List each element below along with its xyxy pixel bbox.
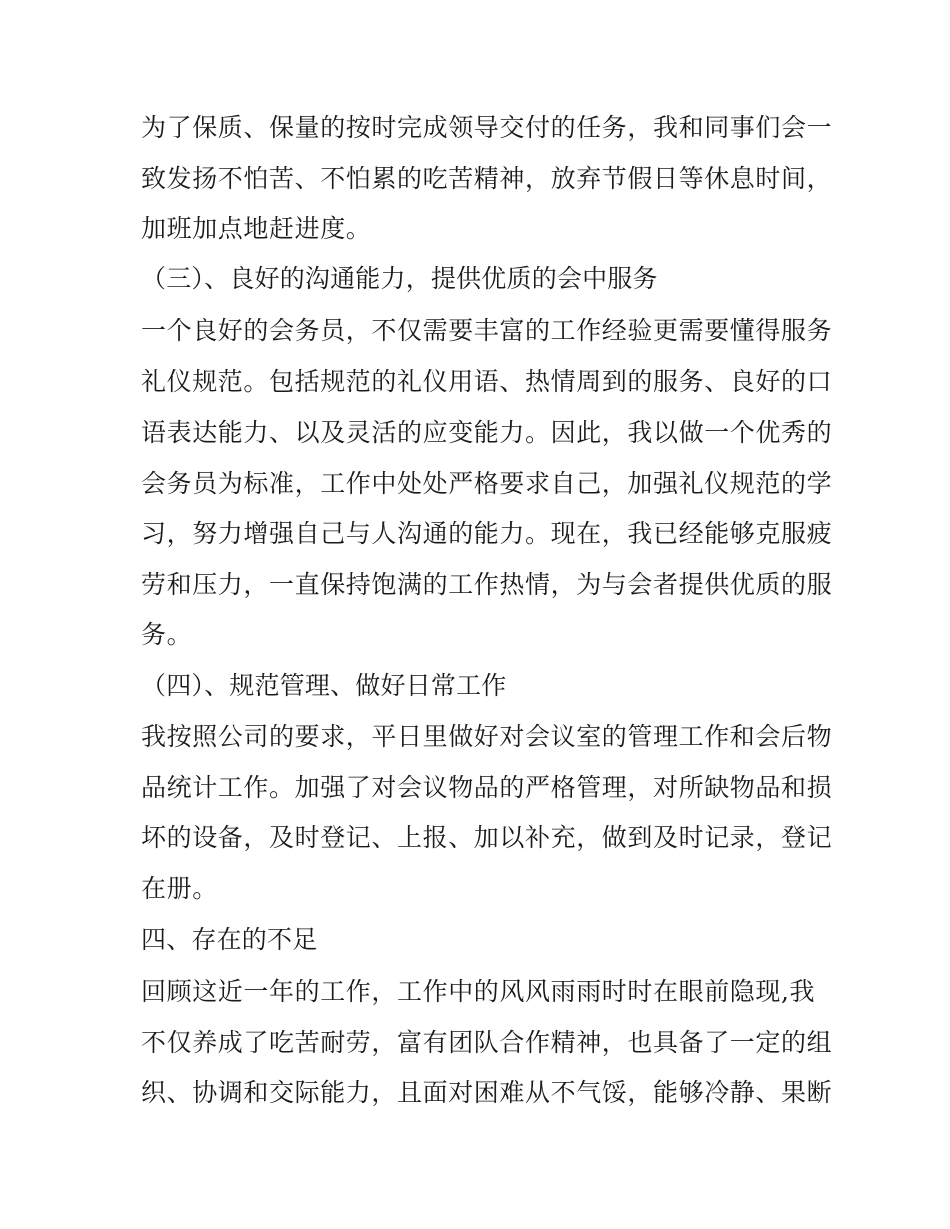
paragraph-2-line-1: 一个良好的会务员，不仅需要丰富的工作经验更需要懂得服务: [141, 316, 833, 345]
paragraph-2-line-6: 劳和压力，一直保持饱满的工作热情，为与会者提供优质的服: [141, 570, 833, 599]
paragraph-4-line-1: 回顾这近一年的工作，工作中的风风雨雨时时在眼前隐现,我: [141, 977, 816, 1006]
paragraph-4-line-2: 不仅养成了吃苦耐劳，富有团队合作精神，也具备了一定的组: [141, 1028, 833, 1057]
section-heading-four: （四）、规范管理、做好日常工作: [141, 671, 507, 700]
paragraph-2-line-4: 会务员为标准，工作中处处严格要求自己，加强礼仪规范的学: [141, 469, 833, 498]
paragraph-2-line-2: 礼仪规范。包括规范的礼仪用语、热情周到的服务、良好的口: [141, 367, 833, 396]
paragraph-1-line-2: 致发扬不怕苦、不怕累的吃苦精神，放弃节假日等休息时间，: [141, 164, 833, 193]
paragraph-3-line-3: 坏的设备，及时登记、上报、加以补充，做到及时记录，登记: [141, 823, 833, 852]
paragraph-1-line-3: 加班加点地赶进度。: [141, 214, 372, 243]
paragraph-2-line-7: 务。: [141, 620, 193, 649]
paragraph-1-line-1: 为了保质、保量的按时完成领导交付的任务，我和同事们会一: [141, 113, 833, 142]
paragraph-3-line-4: 在册。: [141, 874, 218, 903]
paragraph-3-line-1: 我按照公司的要求，平日里做好对会议室的管理工作和会后物: [141, 722, 833, 751]
paragraph-3-line-2: 品统计工作。加强了对会议物品的严格管理，对所缺物品和损: [141, 773, 833, 802]
section-heading-three: （三）、良好的沟通能力，提供优质的会中服务: [141, 264, 658, 293]
paragraph-2-line-5: 习，努力增强自己与人沟通的能力。现在，我已经能够克服疲: [141, 519, 833, 548]
section-heading-shortcomings: 四、存在的不足: [141, 925, 318, 954]
paragraph-2-line-3: 语表达能力、以及灵活的应变能力。因此，我以做一个优秀的: [141, 418, 833, 447]
paragraph-4-line-3: 织、协调和交际能力，且面对困难从不气馁，能够冷静、果断: [141, 1078, 833, 1107]
